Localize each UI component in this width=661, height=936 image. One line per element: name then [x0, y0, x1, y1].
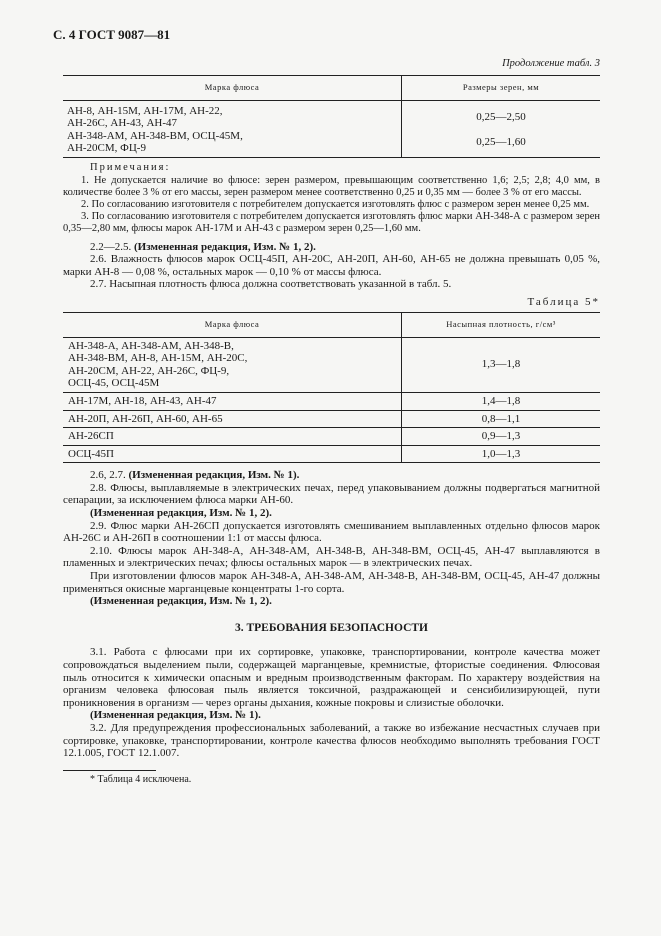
table-3: [63, 75, 600, 158]
table-row: [63, 445, 600, 463]
table-row: [63, 428, 600, 446]
paragraph-2-6: 2.6. Влажность флюсов марок ОСЦ-45П, АН-20С, АН-20П, АН-60, АН-65 не должна превышать 0,05 %, марки АН-8 — 0,08 %, остальных марок — 0,10 % от массы флюса.: [63, 253, 600, 278]
edition-note: (Измененная редакция, Изм. № 1).: [90, 709, 261, 722]
grade-line: ОСЦ-45, ОСЦ-45М: [68, 377, 160, 390]
table5-col1-header: Марка флюса: [63, 312, 402, 337]
grade-line: АН-26С, АН-43, АН-47: [67, 117, 177, 130]
edition-note-line: [63, 595, 600, 608]
grade-cell: АН-26СП: [63, 428, 402, 446]
paragraph-2-6-2-7: [63, 469, 600, 482]
table3-grades-cell: [63, 100, 402, 157]
size-value: 0,25—1,60: [476, 135, 526, 148]
grade-cell: ОСЦ-45П: [68, 447, 114, 460]
density-cell: 1,3—1,8: [402, 337, 601, 392]
paragraph-2-2-2-5: [63, 241, 600, 254]
grade-line: АН-348-АМ, АН-348-ВМ, ОСЦ-45М,: [67, 129, 243, 142]
table3-sizes-cell: [402, 100, 601, 157]
paragraph-2-7: 2.7. Насыпная плотность флюса должна соответствовать указанной в табл. 5.: [90, 278, 452, 291]
grade-cell: [63, 337, 402, 392]
table-5: [63, 312, 600, 464]
table3-col1-header: Марка флюса: [63, 75, 402, 100]
grade-line: АН-8, АН-15М, АН-17М, АН-22,: [67, 104, 223, 117]
paragraph-2-10-b: При изготовлении флюсов марок АН-348-А, АН-348-АМ, АН-348-В, АН-348-ВМ, ОСЦ-45, АН-47 должны применяться окисные марганцевые концентраты 1-го сорта.: [63, 570, 600, 595]
edition-note: (Измененная редакция, Изм. № 1).: [128, 469, 300, 482]
section-title: 3. ТРЕБОВАНИЯ БЕЗОПАСНОСТИ: [234, 621, 429, 634]
table5-caption: Таблица 5*: [527, 295, 600, 308]
table-continuation-label: Продолжение табл. 3: [502, 58, 600, 69]
density-cell: 1,0—1,3: [402, 445, 601, 463]
table3-col2-header: Размеры зерен, мм: [402, 75, 601, 100]
table-row: [63, 392, 600, 410]
note-item: 3. По согласованию изготовителя с потребителем допускается изготовлять флюс марки АН-348-А с размером зерен 0,35—2,80 мм, флюсы марок АН-17М и АН-43 с размером зерен 0,25—1,60 мм.: [63, 210, 600, 234]
footnote: * Таблица 4 исключена.: [90, 773, 192, 785]
grade-cell: АН-17М, АН-18, АН-43, АН-47: [63, 392, 402, 410]
paragraph-3-2: 3.2. Для предупреждения профессиональных заболеваний, а также во избежание несчастных случаев при сортировке, упаковке, транспортировании, контроле качества флюсов необходимо выполнять требования ГОСТ 12.1.005, ГОСТ 12.1.007.: [63, 721, 600, 760]
density-cell: 1,4—1,8: [402, 392, 601, 410]
density-cell: 0,9—1,3: [402, 428, 601, 446]
table-row: [63, 410, 600, 428]
paragraph-2-8: 2.8. Флюсы, выплавляемые в электрических печах, перед упаковыванием должны подвергаться магнитной сепарации, за исключением флюса марки АН-60.: [63, 481, 600, 507]
grade-line: АН-20СМ, АН-22, АН-26С, ФЦ-9,: [68, 364, 230, 377]
edition-note: (Измененная редакция, Изм. № 1, 2).: [134, 240, 316, 253]
grade-line: АН-20СМ, ФЦ-9: [67, 142, 146, 155]
footnote-divider: [63, 770, 156, 771]
table-row: [63, 337, 600, 392]
page-header: С. 4 ГОСТ 9087—81: [53, 27, 171, 42]
size-value: 0,25—2,50: [476, 110, 526, 123]
edition-note: (Измененная редакция, Изм. № 1, 2).: [90, 507, 272, 520]
grade-line: АН-348-А, АН-348-АМ, АН-348-В,: [68, 339, 234, 352]
paragraph-number: 2.2—2.5.: [90, 240, 132, 253]
paragraph-number: 2.6, 2.7.: [90, 469, 126, 482]
grade-cell: АН-20П, АН-26П, АН-60, АН-65: [63, 410, 402, 428]
paragraph-2-9: 2.9. Флюс марки АН-26СП допускается изготовлять смешиванием выплавленных отдельно флюсов марок АН-26С и АН-26П в соотношении 1:1 от массы флюса.: [63, 519, 600, 545]
grade-line: АН-348-ВМ, АН-8, АН-15М, АН-20С,: [68, 352, 248, 365]
density-cell: 0,8—1,1: [402, 410, 601, 428]
edition-note-line: [63, 709, 600, 722]
note-item: 2. По согласованию изготовителя с потребителем допускается изготовлять флюс с размером зерен менее 0,25 мм.: [81, 198, 590, 210]
note-item: 1. Не допускается наличие во флюсе: зерен размером, превышающим соответственно 1,6; 2,5; 2,8; 4,0 мм, в количестве более 3 % от его массы, зерен размером менее соответственно 0,25 и 0,35 мм — более 3 % от его массы.: [63, 174, 600, 198]
notes-title: Примечания:: [90, 161, 171, 173]
paragraph-2-10: 2.10. Флюсы марок АН-348-А, АН-348-АМ, АН-348-В, АН-348-ВМ, ОСЦ-45, АН-47 выплавляются в пламенных и электрических печах; флюсы остальных марок — в электрических печах.: [63, 544, 600, 570]
document-page: [53, 27, 600, 786]
edition-note: (Измененная редакция, Изм. № 1, 2).: [90, 595, 272, 608]
table5-col2-header: Насыпная плотность, г/см³: [402, 312, 601, 337]
edition-note-line: [63, 507, 600, 520]
paragraph-3-1: 3.1. Работа с флюсами при их сортировке, упаковке, транспортировании, контроле качества может сопровождаться выделением пыли, содержащей марганцевые, кремнистые, фтористые соединения. Флюсовая пыль относится к химически опасным и вредным производственным факторам. По характеру воздействия на организм человека флюсовая пыль является токсичной, раздражающей и сенсибилизирующей, пути проникновения в организм — через органы дыхания, кожные покровы и слизистые оболочки.: [63, 646, 600, 709]
